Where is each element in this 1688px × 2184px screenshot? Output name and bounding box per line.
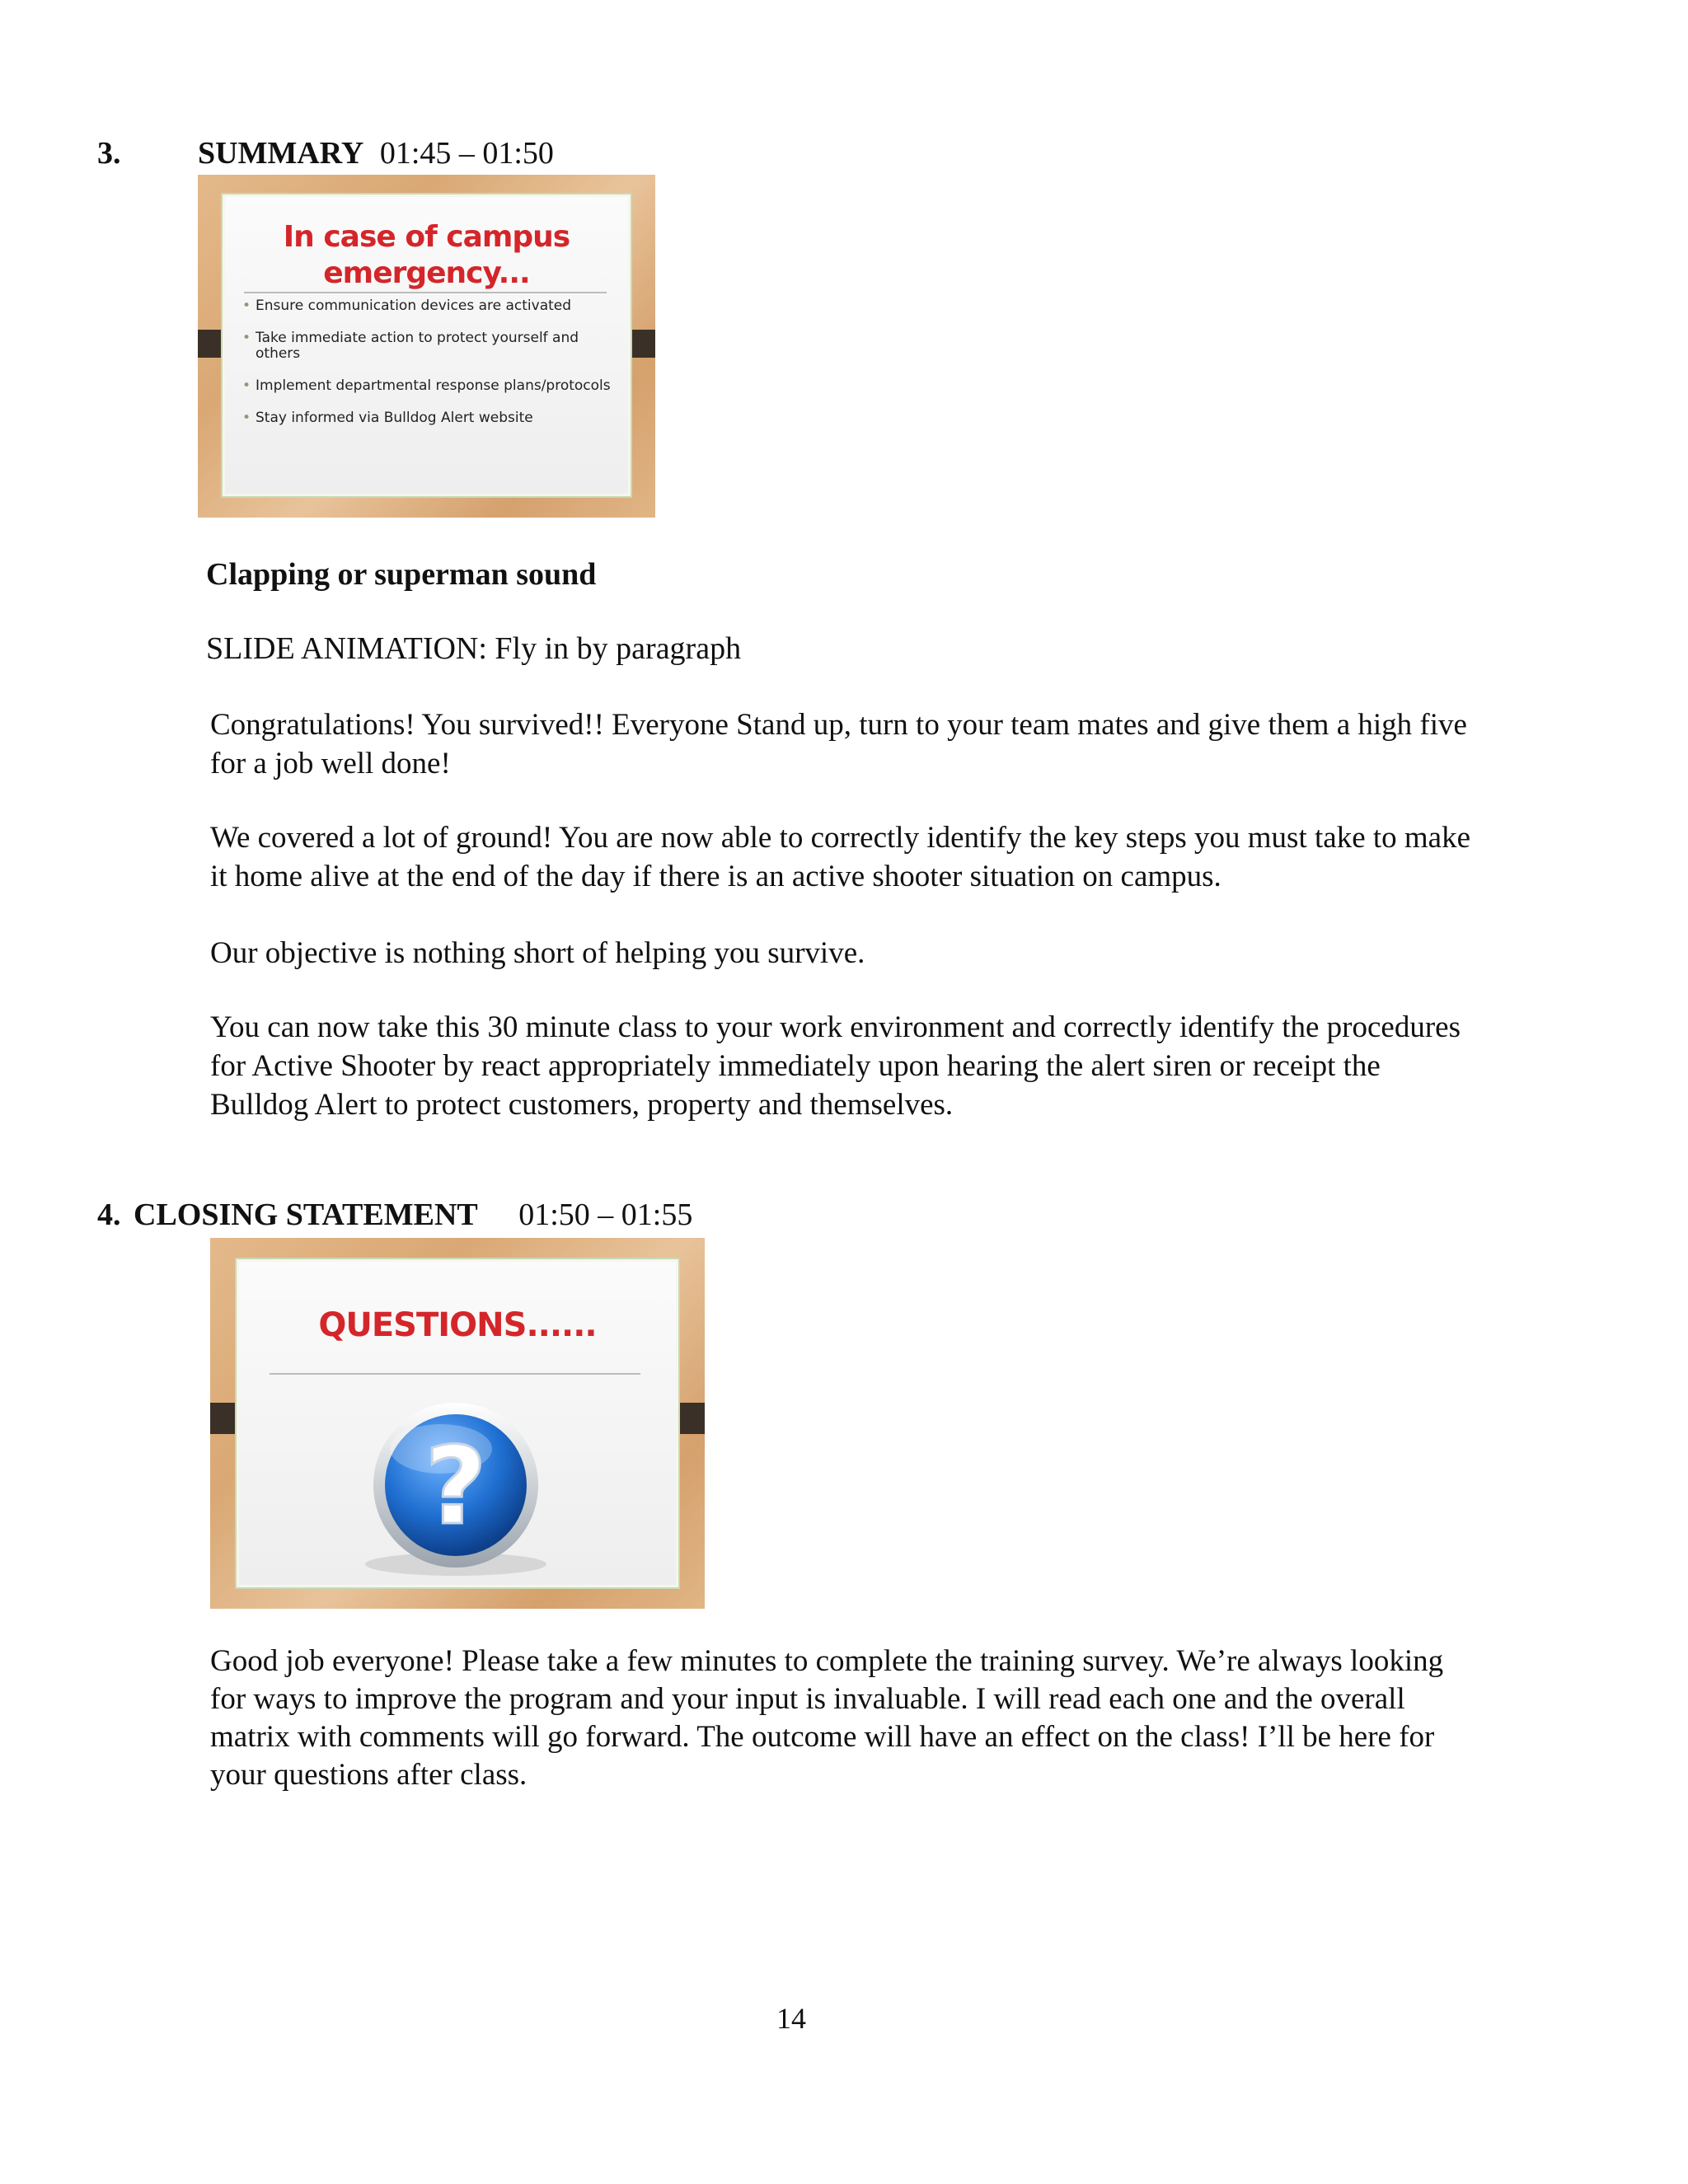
question-mark-glyph: ? [424, 1423, 487, 1549]
slide-right-tab [632, 330, 655, 358]
paragraph [210, 934, 1484, 972]
slide-animation-note: SLIDE ANIMATION: Fly in by paragraph [206, 631, 742, 666]
section-4-number: 4. [97, 1197, 121, 1232]
paragraph-text: Good job everyone! Please take a few minutes to complete the training survey. We’re always looking for ways to improve the program and your input is invaluable. I will read each one and the overall matrix with comments will go forward. The outcome will have an effect on the class! I’ll be here for your questions after class. [210, 1644, 1444, 1792]
summary-slide-image [198, 175, 655, 518]
slide-bullet: • Ensure communication devices are activated [242, 298, 613, 314]
slide-bullet: • Take immediate action to protect yourself and others [242, 330, 613, 362]
paragraph [210, 1643, 1484, 1794]
questions-slide-image [210, 1238, 705, 1609]
slide-panel [221, 193, 632, 498]
slide-title: QUESTIONS...... [318, 1306, 597, 1344]
slide-rule [270, 1373, 640, 1375]
slide-bullet: • Stay informed via Bulldog Alert website [242, 410, 613, 426]
paragraph-text: We covered a lot of ground! You are now able to correctly identify the key steps you must take to make it home alive at the end of the day if there is an active shooter situation on campus. [210, 821, 1471, 893]
paragraph-text: You can now take this 30 minute class to your work environment and correctly identify the procedures for Active Shooter by react appropriately immediately upon hearing the alert siren or receipt the Bulldog Alert to protect customers, property and themselves. [210, 1010, 1461, 1122]
slide-right-tab [680, 1403, 705, 1434]
section-3-title: SUMMARY [198, 136, 364, 171]
slide-bullet: • Implement departmental response plans/protocols [242, 378, 613, 394]
section-3-number: 3. [97, 136, 121, 171]
section-4-heading [97, 1197, 692, 1233]
paragraph [210, 1008, 1484, 1124]
slide-bullet-list [242, 298, 613, 426]
section-3-time: 01:45 – 01:50 [379, 136, 554, 171]
question-mark-icon [350, 1399, 561, 1581]
slide-panel [235, 1258, 680, 1589]
paragraph [210, 705, 1484, 783]
slide-title-line-1: In case of campus [283, 220, 570, 254]
paragraph [210, 818, 1484, 896]
section-3-title-row [198, 135, 554, 171]
page-number: 14 [776, 2002, 806, 2035]
slide-title-line-2: emergency... [323, 256, 530, 290]
section-4-time: 01:50 – 01:55 [518, 1197, 693, 1232]
section-4-title: CLOSING STATEMENT [134, 1197, 478, 1232]
paragraph-text: Congratulations! You survived!! Everyone Stand up, turn to your team mates and give them a high five for a job well done! [210, 708, 1467, 780]
sound-cue: Clapping or superman sound [206, 557, 597, 592]
slide-rule [244, 292, 607, 293]
slide-left-tab [198, 330, 221, 358]
slide-title [223, 219, 631, 292]
section-3-heading [97, 135, 121, 171]
paragraph-text: Our objective is nothing short of helping you survive. [210, 936, 865, 970]
slide-left-tab [210, 1403, 235, 1434]
